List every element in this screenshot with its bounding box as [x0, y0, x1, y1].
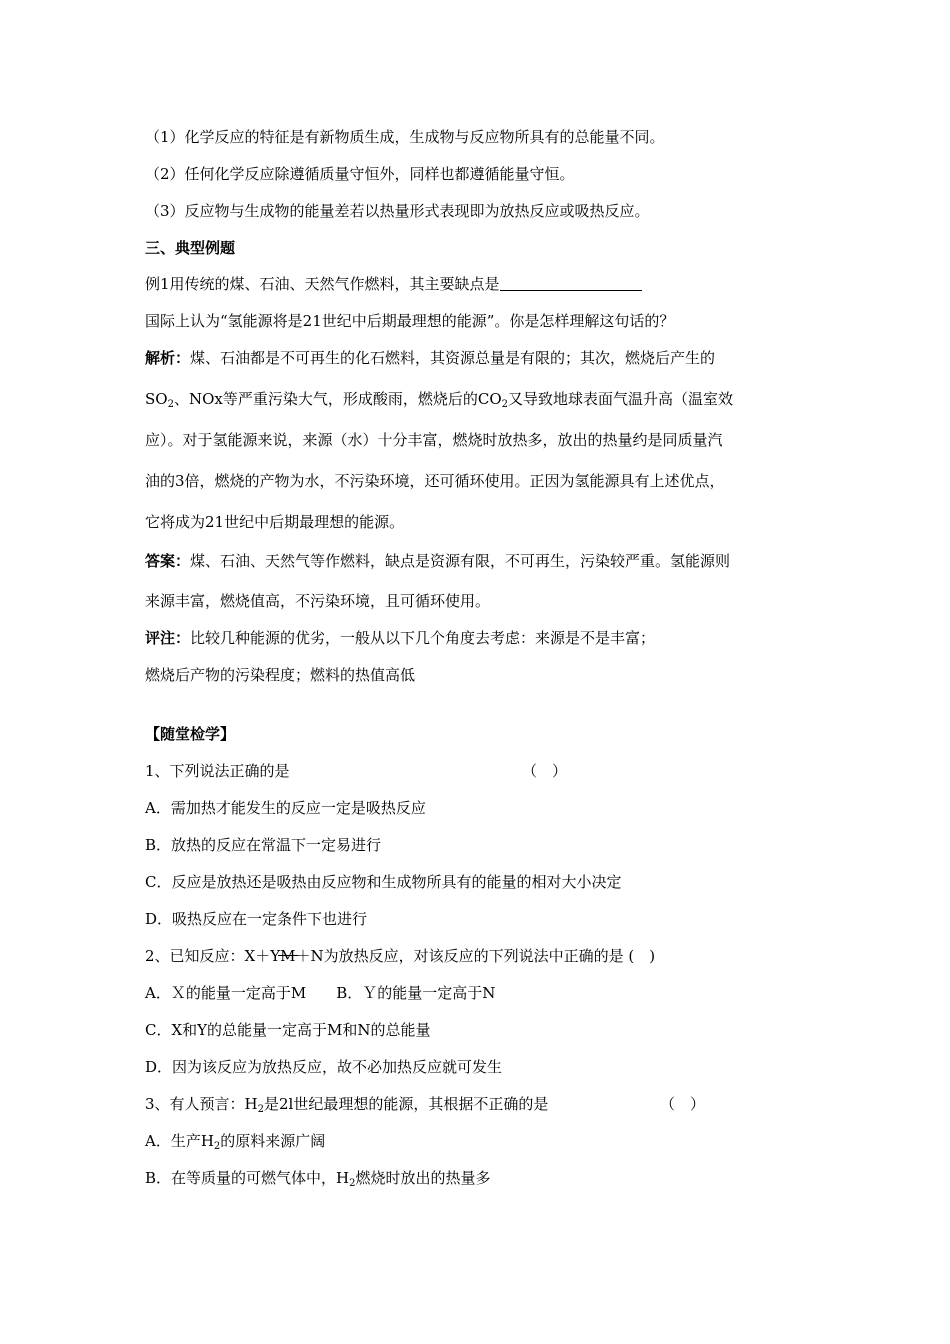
example-question-2: 国际上认为“氢能源将是21世纪中后期最理想的能源”。你是怎样理解这句话的？: [145, 312, 675, 330]
quiz-q2-option-ab: A．Ｘ的能量一定高于M B．Ｙ的能量一定高于N: [145, 984, 496, 1002]
analysis-so: SO: [145, 390, 168, 408]
quiz-q1-stem: 1、下列说法正确的是: [145, 762, 290, 780]
quiz-q2-product-m: M: [280, 947, 296, 965]
comment-line-1: [145, 628, 655, 648]
subscript-2: 2: [349, 1178, 356, 1189]
answer-label: 答案：: [145, 552, 191, 570]
intro-point-3: （3）反应物与生成物的能量差若以热量形式表现即为放热反应或吸热反应。: [145, 202, 650, 220]
quiz-q3-option-a-text: A．生产H: [145, 1132, 214, 1150]
answer-line-2: 来源丰富，燃烧值高，不污染环境，且可循环使用。: [145, 592, 491, 610]
intro-point-2: （2）任何化学反应除遵循质量守恒外，同样也都遵循能量守恒。: [145, 165, 575, 183]
analysis-line-1: [145, 348, 715, 368]
quiz-q2-option-d: D．因为该反应为放热反应，故不必加热反应就可发生: [145, 1058, 503, 1076]
comment-text-1: 比较几种能源的优劣，一般从以下几个角度去考虑：来源是不是丰富；: [190, 629, 656, 647]
analysis-text-1: 煤、石油都是不可再生的化石燃料，其资源总量是有限的；其次，燃烧后产生的: [190, 349, 716, 367]
analysis-label: 解析：: [145, 349, 191, 367]
analysis-text-2: 、NOx等严重污染大气，形成酸雨，燃烧后的CO: [173, 390, 502, 408]
example-question-1-text: 例1用传统的煤、石油、天然气作燃料，其主要缺点是: [145, 275, 500, 293]
quiz-q2-option-c: C．X和Y的总能量一定高于M和N的总能量: [145, 1021, 431, 1039]
quiz-q1-option-c: C．反应是放热还是吸热由反应物和生成物所具有的能量的相对大小决定: [145, 873, 622, 891]
comment-label: 评注：: [145, 629, 191, 647]
quiz-q2-stem-a: 2、已知反应：X＋Y: [145, 947, 281, 965]
quiz-q1-option-d: D．吸热反应在一定条件下也进行: [145, 910, 368, 928]
analysis-line-3: 应）。对于氢能源来说，来源（水）十分丰富，燃烧时放热多，放出的热量约是同质量汽: [145, 431, 723, 449]
quiz-q3-paren: （ ）: [660, 1095, 706, 1113]
intro-point-1: （1）化学反应的特征是有新物质生成，生成物与反应物所具有的总能量不同。: [145, 128, 665, 146]
subscript-2: 2: [167, 399, 174, 410]
answer-line-1: [145, 551, 730, 571]
quiz-q3-option-a: [145, 1131, 325, 1151]
quiz-q3-option-b: [145, 1168, 491, 1188]
subscript-2: 2: [501, 399, 508, 410]
analysis-line-5: 它将成为21世纪中后期最理想的能源。: [145, 513, 405, 531]
quiz-q3-stem-a: 3、有人预言：H: [145, 1095, 258, 1113]
quiz-q3-option-b-text: B．在等质量的可燃气体中，H: [145, 1169, 350, 1187]
subscript-2: 2: [257, 1104, 265, 1115]
quiz-q1-option-a: A．需加热才能发生的反应一定是吸热反应: [145, 799, 426, 817]
answer-blank: [500, 276, 642, 291]
quiz-q3-stem-b: 是2l世纪最理想的能源，其根据不正确的是: [264, 1095, 549, 1113]
comment-line-2: 燃烧后产物的污染程度；燃料的热值高低: [145, 666, 416, 684]
quiz-heading: 【随堂检学】: [145, 725, 236, 743]
quiz-q1-paren: （ ）: [522, 762, 568, 780]
quiz-q2-paren: ( ): [628, 947, 656, 965]
quiz-q2-stem: [145, 946, 655, 966]
answer-text-1: 煤、石油、天然气等作燃料，缺点是资源有限，不可再生，污染较严重。氢能源则: [190, 552, 731, 570]
quiz-q2-stem-b: ＋N为放热反应，对该反应的下列说法中正确的是: [295, 947, 624, 965]
subscript-2: 2: [213, 1141, 221, 1152]
section-heading: 三、典型例题: [145, 239, 236, 257]
analysis-line-4: 油的3倍，燃烧的产物为水，不污染环境，还可循环使用。正因为氢能源具有上述优点，: [145, 472, 725, 490]
analysis-line-2: [145, 389, 733, 409]
quiz-q3-stem: [145, 1094, 548, 1114]
analysis-text-2c: 又导致地球表面气温升高（温室效: [508, 390, 734, 408]
quiz-q3-option-b-text-2: 燃烧时放出的热量多: [355, 1169, 491, 1187]
quiz-q1-option-b: B．放热的反应在常温下一定易进行: [145, 836, 382, 854]
quiz-q3-option-a-text-2: 的原料来源广阔: [220, 1132, 326, 1150]
example-question-1: [145, 274, 642, 294]
